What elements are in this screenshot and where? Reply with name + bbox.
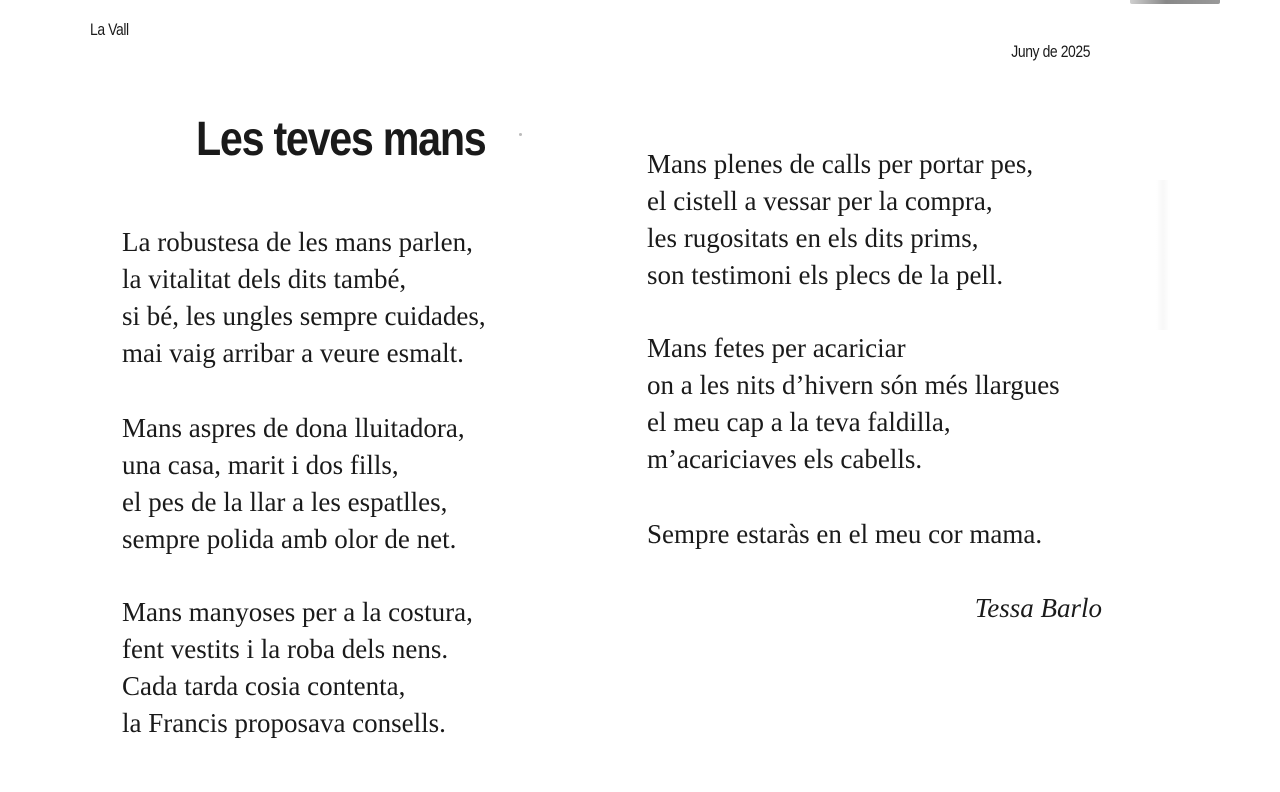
stanza-line: la vitalitat dels dits també, <box>122 264 407 294</box>
stanza-line: Sempre estaràs en el meu cor mama. <box>647 519 1043 549</box>
stanza-line: La robustesa de les mans parlen, <box>122 227 473 257</box>
stanza-line: sempre polida amb olor de net. <box>122 524 457 554</box>
poem-author: Tessa Barlo <box>974 593 1102 623</box>
scan-shadow <box>1156 180 1170 330</box>
stanza-1 <box>122 224 486 372</box>
stanza-5 <box>647 330 1060 478</box>
poem-title: Les teves mans <box>196 113 486 166</box>
stanza-line: mai vaig arribar a veure esmalt. <box>122 338 464 368</box>
stanza-line: m’acariciaves els cabells. <box>647 444 923 474</box>
stanza-6 <box>647 516 1042 553</box>
stanza-line: Mans fetes per acariciar <box>647 333 906 363</box>
stanza-3 <box>122 594 473 742</box>
stanza-line: la Francis proposava consells. <box>122 708 446 738</box>
stanza-line: el meu cap a la teva faldilla, <box>647 407 951 437</box>
stanza-line: Cada tarda cosia contenta, <box>122 671 406 701</box>
stanza-line: on a les nits d’hivern són més llargues <box>647 370 1060 400</box>
stanza-2 <box>122 410 465 558</box>
stanza-line: Mans aspres de dona lluitadora, <box>122 413 465 443</box>
stanza-line: son testimoni els plecs de la pell. <box>647 260 1004 290</box>
stanza-line: el pes de la llar a les espatlles, <box>122 487 448 517</box>
scan-edge-mark <box>1130 0 1220 4</box>
issue-date: Juny de 2025 <box>1011 42 1090 61</box>
publication-name: La Vall <box>90 20 129 39</box>
stanza-line: les rugositats en els dits prims, <box>647 223 979 253</box>
scan-speck <box>519 133 522 136</box>
stanza-4 <box>647 146 1033 294</box>
stanza-line: Mans plenes de calls per portar pes, <box>647 149 1034 179</box>
stanza-line: el cistell a vessar per la compra, <box>647 186 993 216</box>
stanza-line: fent vestits i la roba dels nens. <box>122 634 449 664</box>
stanza-line: una casa, marit i dos fills, <box>122 450 399 480</box>
stanza-line: Mans manyoses per a la costura, <box>122 597 473 627</box>
stanza-line: si bé, les ungles sempre cuidades, <box>122 301 486 331</box>
